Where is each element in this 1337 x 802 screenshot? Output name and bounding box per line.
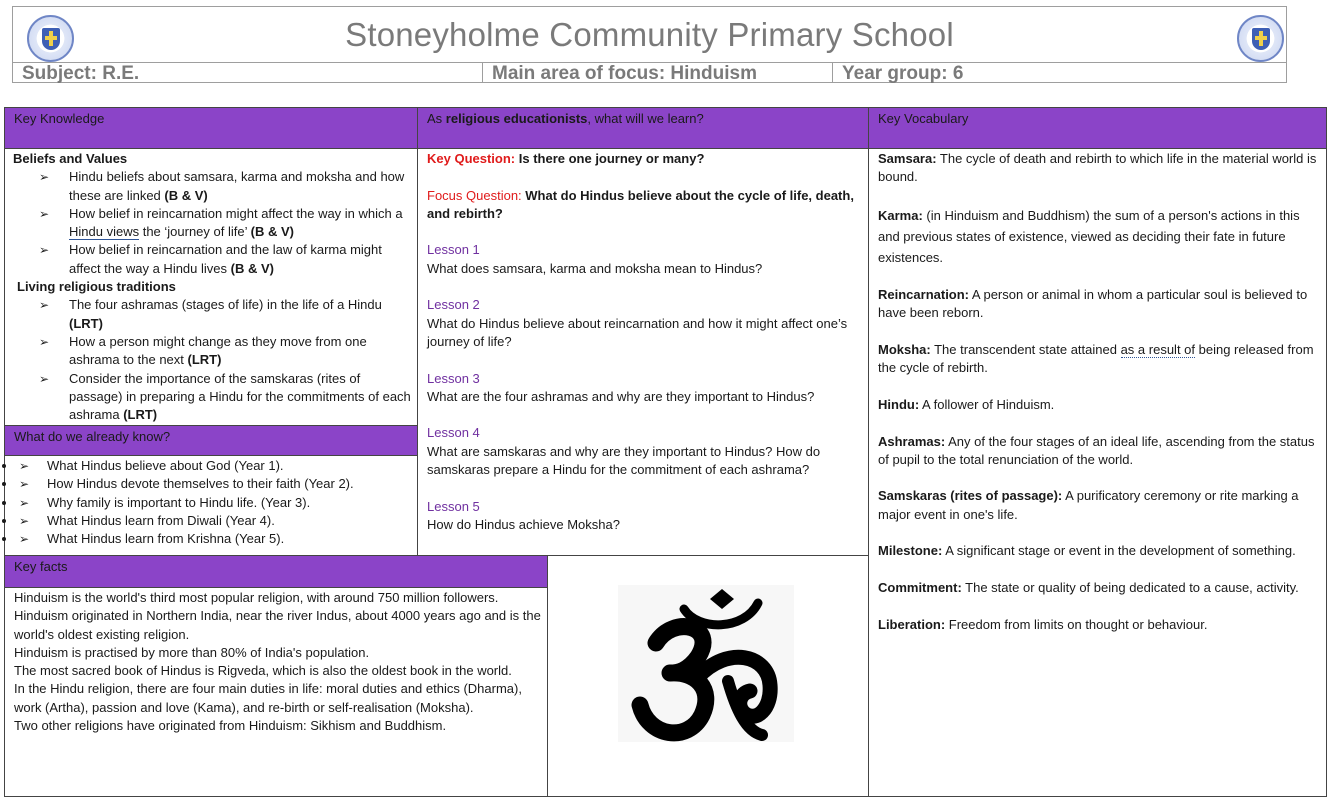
list-item: • ➢ What Hindus learn from Krishna (Year 5). [17,530,415,548]
list-item: ➢ How belief in reincarnation might affect the way in which a Hindu views the ‘journey of life’ (B & V) [39,205,403,240]
vocab-item: Ashramas: Any of the four stages of an ideal life, ascending from the status of pupil to the total renunciation of the world. [878,433,1315,467]
list-item: • ➢ What Hindus believe about God (Year 1). [17,457,415,475]
list-item: • ➢ Why family is important to Hindu life. (Year 3). [17,494,415,512]
key-knowledge-heading: Key Knowledge [14,111,105,126]
subject-label: Subject: R.E. [22,63,140,84]
key-question: Key Question: Is there one journey or many? [427,151,705,166]
list-item: • ➢ What Hindus learn from Diwali (Year 4). [17,512,415,530]
focus-label: Main area of focus: Hinduism [482,63,832,83]
vocab-item: Hindu: A follower of Hinduism. [878,396,1055,412]
beliefs-values-title: Beliefs and Values [13,151,128,166]
school-name: Stoneyholme Community Primary School [345,16,954,53]
focus-question: Focus Question: What do Hindus believe about the cycle of life, death, and rebirth? [427,187,854,221]
vocab-panel [868,148,1327,797]
header-info-row [13,62,1286,83]
key-facts-panel [4,587,548,797]
key-knowledge-heading-bar [4,107,418,149]
fact-item: Hinduism originated in Northern India, near the river Indus, about 4000 years ago and is the world's oldest existing religion. [14,608,541,642]
fact-item: Two other religions have originated from Hinduism: Sikhism and Buddhism. [14,718,447,734]
vocab-item: Samskaras (rites of passage): A purificatory ceremony or rite marking a major event in one's life. [878,488,1299,522]
lesson-2: Lesson 2 What do Hindus believe about reincarnation and how it might affect one’s journey of life? [427,297,848,349]
fact-item: The most sacred book of Hindus is Rigveda, which is also the oldest book in the world. [14,663,512,679]
list-item: ➢ The four ashramas (stages of life) in the life of a Hindu (LRT) [39,297,382,331]
key-facts-list [14,589,544,735]
school-crest-icon [1237,15,1284,62]
fact-item: Hinduism is the world's third most popular religion, with around 750 million followers. [14,590,499,605]
vocab-item: Commitment: The state or quality of being dedicated to a cause, activity. [878,579,1299,595]
already-know-heading: What do we already know? [14,429,171,444]
arrow-bullet-icon: ➢ [39,334,50,349]
arrow-bullet-icon: • ➢ [19,513,30,528]
arrow-bullet-icon: ➢ [39,298,50,313]
list-item: ➢ Hindu beliefs about samsara, karma and moksha and how these are linked (B & V) [39,169,405,203]
already-know-panel [4,455,418,556]
vocab-item: Milestone: A significant stage or event in the development of something. [878,543,1296,559]
arrow-bullet-icon: • ➢ [19,495,30,510]
year-group-label: Year group: 6 [832,63,1286,83]
list-item: • ➢ How Hindus devote themselves to their faith (Year 2). [17,475,415,493]
learn-panel [417,148,869,556]
vocab-item: Reincarnation: A person or animal in whom a particular soul is believed to have been reborn. [878,287,1308,321]
vocab-item: Samsara: The cycle of death and rebirth to which life in the material world is bound. [878,151,1317,185]
lesson-5: Lesson 5 How do Hindus achieve Moksha? [427,498,620,532]
arrow-bullet-icon: ➢ [39,206,50,221]
key-knowledge-panel [4,148,418,426]
already-know-heading-bar [4,425,418,456]
lesson-3: Lesson 3 What are the four ashramas and why are they important to Hindus? [427,370,815,404]
beliefs-values-list [5,168,413,278]
lesson-1: Lesson 1 What does samsara, karma and moksha mean to Hindus? [427,242,763,276]
key-facts-heading-bar [4,555,548,588]
arrow-bullet-icon: ➢ [39,371,50,386]
arrow-bullet-icon: ➢ [39,170,50,185]
lesson-4: Lesson 4 What are samskaras and why are they important to Hindus? How do samskaras prepare a Hindu for the commitment of each ashrama? [427,425,821,478]
already-know-list [17,457,415,548]
vocab-heading-bar [868,107,1327,149]
learn-heading: As religious educationists, what will we learn? [427,111,704,126]
list-item: ➢ Consider the importance of the samskaras (rites of passage) in preparing a Hindu for the commitments of each ashrama (LRT) [39,370,411,423]
arrow-bullet-icon: ➢ [39,243,50,258]
vocab-item: Karma: (in Hinduism and Buddhism) the sum of a person's actions in this and previous states of existence, viewed as deciding their fate in future existences. [878,207,1300,265]
vocab-item: Moksha: The transcendent state attained as a result of being released from the cycle of rebirth. [878,342,1314,376]
arrow-bullet-icon: • ➢ [19,459,30,473]
vocab-heading: Key Vocabulary [878,111,969,126]
vocab-item: Liberation: Freedom from limits on thought or behaviour. [878,616,1208,632]
learn-heading-bar [417,107,869,149]
fact-item: In the Hindu religion, there are four main duties in life: moral duties and ethics (Dharma), work (Artha), passion and love (Kama), and re-birth or self-realisation (Moksha). [14,681,522,715]
header-banner [12,6,1287,83]
living-traditions-title: Living religious traditions [17,279,176,295]
arrow-bullet-icon: • ➢ [19,477,30,492]
living-traditions-list [5,296,413,424]
fact-item: Hinduism is practised by more than 80% of India's population. [14,644,370,660]
key-facts-heading: Key facts [14,559,68,574]
om-symbol-icon [618,585,794,742]
arrow-bullet-icon: • ➢ [19,532,30,547]
list-item: ➢ How belief in reincarnation and the law of karma might affect the way a Hindu lives (B & V) [39,242,382,276]
list-item: ➢ How a person might change as they move from one ashrama to the next (LRT) [39,333,367,368]
